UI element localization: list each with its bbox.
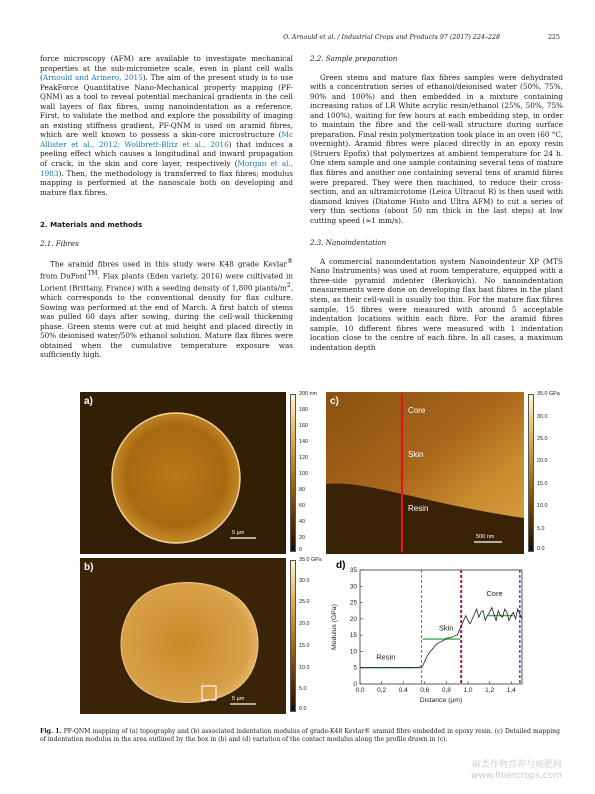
figure-1 (40, 392, 560, 714)
colorbar-tick: 20 (299, 535, 305, 541)
colorbar-tick: 60 (299, 503, 305, 509)
colorbar-tick: 20.0 (299, 621, 310, 627)
modulus-profile-chart (326, 558, 560, 714)
panel-label: b) (84, 562, 94, 573)
colorbar-tick: 0 (299, 547, 302, 553)
scalebar-label: 500 nm (476, 534, 495, 540)
panel-label: d) (336, 560, 346, 571)
page-header (40, 34, 560, 46)
region-label: Core (486, 589, 503, 599)
colorbar-tick: 15.0 (537, 481, 548, 487)
colorbar-tick: 100 (299, 471, 308, 477)
colorbar-tick: 120 (299, 455, 308, 461)
left-column (40, 54, 293, 360)
colorbar-tick: 15.0 (299, 643, 310, 649)
colorbar-tick: 40 (299, 519, 305, 525)
citation-link[interactable]: Mc Allister et al., 2012; Wollbrett-Blitz et al., 2016 (40, 130, 293, 149)
region-label: Resin (376, 652, 396, 662)
colorbar-tick: 0.0 (299, 706, 307, 712)
citation-link[interactable]: Arnould and Arinero, 2015 (42, 73, 143, 83)
topography-map (80, 392, 286, 554)
watermark-line: 麻类作物营养与施肥网 (471, 760, 562, 770)
x-axis-label: Distance (µm) (419, 697, 463, 704)
colorbar-tick: 80 (299, 487, 305, 493)
y-tick-label: 15 (349, 632, 357, 640)
watermark (462, 760, 562, 782)
x-tick-label: 0,0 (355, 687, 365, 694)
watermark-line: www.fibercrops.com (471, 771, 562, 781)
colorbar-tick: 30.0 (299, 578, 310, 584)
skin-label: Skin (408, 450, 424, 459)
nanoindentation-paragraph: A commercial nanoindentation system Nanoindenteur XP (MTS Nano Instruments) was used at room temperature, equipped with a three-side pyramid indenter (Berkovich). No nanoindentation measurements were done on developing flax bast fibres in the plant stem, as their cell-wall is usually too thin. For the mature flax fibres sample, 15 fibres were measured with around 5 acceptable indentation locations within each fibre. For the aramid fibres sample, 10 different fibres were measured with 1 indentation location close to the centre of each fibre. In all cases, a maximum indentation depth (310, 256, 563, 352)
colorbar-tick: 20.0 (537, 458, 548, 464)
detail-modulus-map (326, 392, 524, 554)
x-tick-label: 0,2 (377, 687, 387, 694)
colorbar-tick: 10.0 (537, 503, 548, 509)
x-tick-label: 1,2 (485, 687, 495, 694)
x-tick-label: 0,6 (420, 687, 430, 694)
caption-label: Fig. 1. (40, 728, 62, 735)
x-tick-label: 0,4 (398, 687, 408, 694)
y-tick-label: 0 (353, 681, 357, 688)
core-label: Core (408, 406, 426, 415)
y-tick-label: 20 (349, 615, 357, 623)
colorbar-tick: 140 (299, 439, 308, 445)
y-axis-label: Modulus (GPa) (331, 604, 338, 650)
sample-prep-paragraph: Green stems and mature flax fibres samples were dehydrated with a concentration series of ethanol/deionised water (50%, 75%, 90% and 100%) and then embedded in a mixture containing increasing ratios of LR White acrylic resin/ethanol (25%, 50%, 75% and 100%), waiting for few hours at each embedding step, in order to maintain the fibre and the cell-wall structure during surface preparation. Final resin polymerization took place in an oven (60 °C, overnight). Aramid fibres were placed directly in an epoxy resin (Struers Epofix) that polymerizes at ambient temperature for 24 h. One stem sample and one sample containing several tens of mature flax fibres and another one containing several tens of aramid fibres were prepared. They were then machined, to reduce their cross-section, and an ultramicrotome (Leica Ultracut R) is then used with diamond knives (Diatome Histo and Ultra AFM) to cut a series of very thin sections (about 50 nm thick in the last steps) at low cutting speed (≈1 mm/s). (310, 72, 564, 225)
colorbar (528, 394, 534, 552)
page-number: 225 (547, 34, 560, 41)
right-column (310, 54, 563, 352)
panel-label: a) (84, 396, 93, 407)
region-label: Skin (438, 623, 454, 633)
colorbar-tick: 30.0 (537, 414, 548, 420)
colorbar-tick: 180 (299, 407, 308, 413)
y-tick-label: 10 (349, 648, 357, 656)
colorbar-tick: 5.0 (537, 526, 545, 532)
colorbar (290, 394, 296, 552)
colorbar (290, 560, 296, 712)
fibres-paragraph: The aramid fibres used in this study were K48 grade Kevlar® from DuPont™. Flax plants (Eden variety, 2016) were cultivated in Lorient (Brittany, France) with a seeding density of 1,800 plants/$m^2$, which corresponds to the conventional density for flax culture. Sowing was performed at the end of March. A first batch of stems was pulled 60 days after sowing, during the cell-wall thickening phase. Green stems were cut at mid height and placed directly in 50% deionised water/50% ethanol solution. Mature flax fibres were obtained when the cumulative temperature exposure was sufficiently high. (40, 258, 293, 360)
y-tick-label: 5 (353, 664, 357, 672)
x-tick-label: 1,4 (506, 687, 516, 694)
subsection-heading: 2.2. Sample preparation (310, 54, 398, 63)
section-heading: 2. Materials and methods (40, 220, 143, 230)
colorbar-tick: 0.0 (537, 546, 545, 552)
citation-link[interactable]: Morgan et al., 1983 (40, 159, 294, 178)
x-tick-label: 0,8 (441, 687, 451, 694)
chart-labels (331, 567, 516, 704)
journal-citation: O. Arnould et al. / Industrial Crops and Products 97 (2017) 224–228 (283, 34, 500, 41)
panel-d (326, 558, 560, 714)
colorbar-tick: 35.0 GPa (299, 557, 322, 563)
resin-label: Resin (408, 504, 429, 513)
y-tick-label: 35 (349, 567, 357, 574)
panel-c (326, 392, 560, 554)
x-tick-label: 1,0 (463, 687, 473, 694)
colorbar-tick: 25.0 (537, 436, 548, 442)
y-tick-label: 30 (349, 583, 357, 591)
colorbar-tick: 160 (299, 423, 308, 429)
panel-label: c) (330, 396, 339, 407)
subsection-heading: 2.1. Fibres (40, 238, 79, 248)
colorbar-tick: 10.0 (299, 665, 310, 671)
intro-paragraph: force microscopy (AFM) are available to investigate mechanical properties at the sub-micrometre scale, even in plant cell walls (Arnould and Arinero, 2015). The aim of the present study is to use PeakForce Quantitative Nano-Mechanical property mapping (PF-QNM) as a tool to reveal potential mechanical gradients in the cell wall layers of flax fibres, using nanoindentation as a reference. First, to validate the method and explore the possibility of imaging an existing stiffness gradient, PF-QNM is used on aramid fibres, which are well known to possess a skin-core microstructure (Mc Allister et al., 2012; Wollbrett-Blitz et al., 2016) that induces a peeling effect which causes a longitudinal and inward propagation of crack, in the skin and core layer, respectively (Morgan et al., 1983). Then, the methodology is transferred to flax fibres; modulus mapping is performed at the nanoscale both on developing and mature flax fibres. (40, 54, 294, 197)
panel-a (80, 392, 320, 554)
caption-text: PF-QNM mapping of (a) topography and (b) associated indentation modulus of grade-K48 Kevlar® aramid fibre embedded in epoxy resin. (c) Detailed mapping of indentation modulus in the area outlined by the box in (b) and (d) variation of the contact modulus along the profile drawn in (c). (40, 728, 560, 744)
colorbar-tick: 25.0 (299, 599, 310, 605)
colorbar-tick: 5.0 (299, 686, 307, 692)
scalebar-label: 5 µm (232, 696, 245, 702)
modulus-map (80, 558, 286, 714)
colorbar-tick: 200 nm (299, 391, 317, 397)
y-tick-label: 25 (349, 599, 357, 607)
scalebar-label: 5 µm (232, 530, 245, 536)
colorbar-tick: 35.0 GPa (537, 391, 560, 397)
subsection-heading: 2.3. Nanoindentation (310, 238, 387, 248)
panel-b (80, 558, 320, 714)
figure-caption (40, 728, 560, 745)
